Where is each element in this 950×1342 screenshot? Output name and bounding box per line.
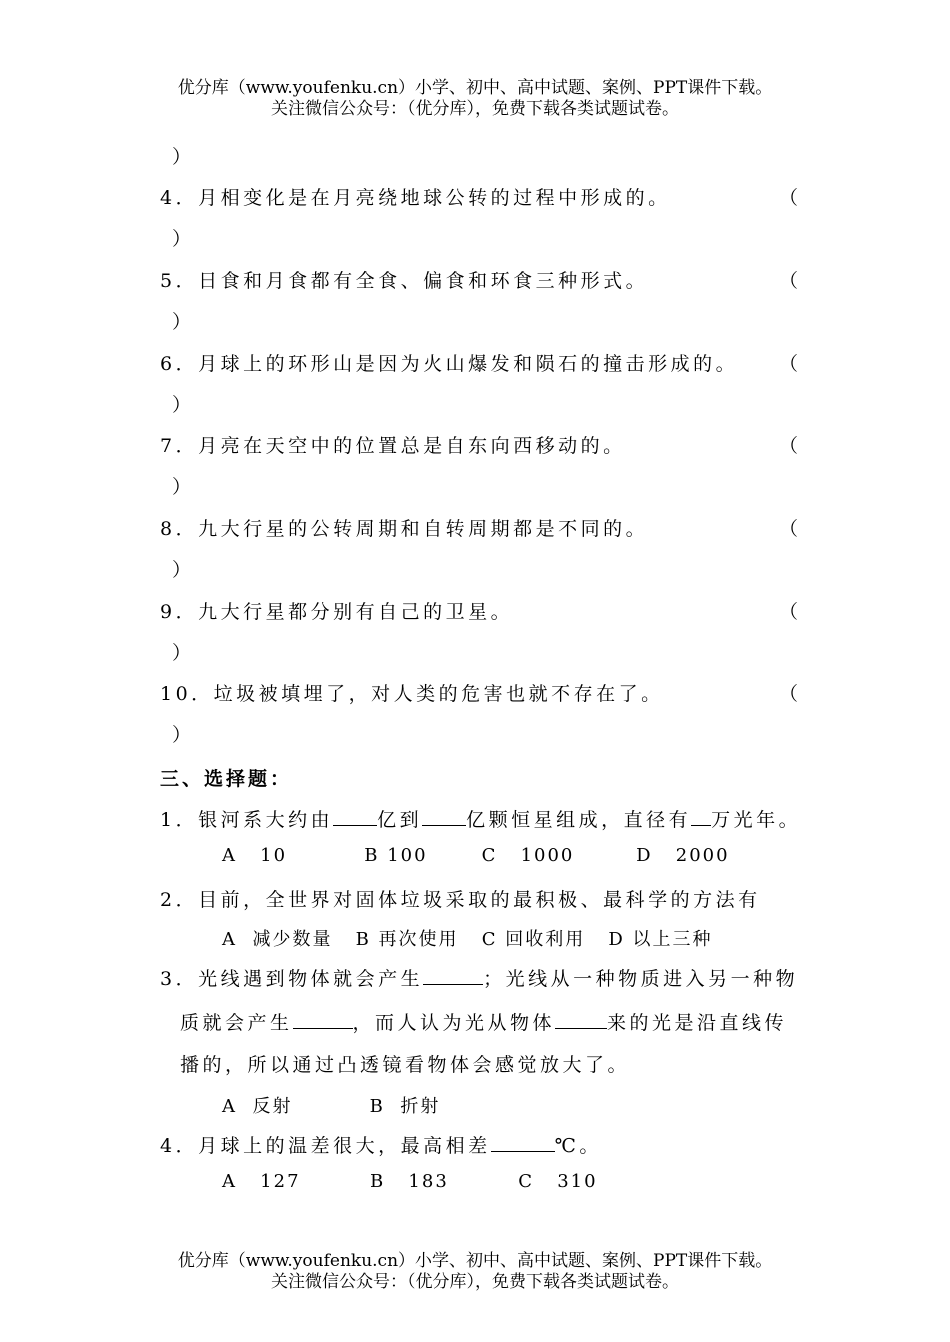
- answer-paren-open: （: [779, 353, 799, 375]
- q3-text-c: 质就会产生: [180, 1012, 293, 1034]
- q3-text-a: 3．光线遇到物体就会产生: [160, 968, 424, 990]
- q3-text-d: ，而人认为光从物体: [352, 1012, 556, 1034]
- q1-text-d: 万光年。: [711, 809, 802, 831]
- choice-question-4: [160, 1131, 602, 1158]
- q3-text-b: ；光线从一种物质进入另一种物: [483, 968, 799, 990]
- judge-item-4: 4．月相变化是在月亮绕地球公转的过程中形成的。: [160, 187, 671, 209]
- q1-text-b: 亿到: [377, 809, 423, 831]
- answer-paren-close: ）: [172, 228, 192, 250]
- judge-item-6: 6．月球上的环形山是因为火山爆发和陨石的撞击形成的。: [160, 353, 739, 375]
- answer-blank: [293, 1027, 353, 1029]
- q4-options: A 127 B 183 C 310: [222, 1171, 598, 1192]
- answer-paren-close: ）: [172, 394, 192, 416]
- footer-line-2: 关注微信公众号：（优分库），免费下载各类试题试卷。: [271, 1272, 679, 1292]
- q1-options: A 10 B 100 C 1000 D 2000: [222, 845, 730, 866]
- judge-item-7: 7．月亮在天空中的位置总是自东向西移动的。: [160, 435, 626, 457]
- answer-blank: [555, 1027, 607, 1029]
- answer-paren-close: ）: [172, 559, 192, 581]
- answer-paren-open: （: [779, 435, 799, 457]
- answer-paren-open: （: [779, 683, 799, 705]
- q3-line-2: [180, 1008, 787, 1035]
- q4-text-a: 4．月球上的温差很大，最高相差: [160, 1135, 491, 1157]
- q2-options: A 减少数量 B 再次使用 C 回收利用 D 以上三种: [222, 929, 713, 950]
- judge-item-5: 5．日食和月食都有全食、偏食和环食三种形式。: [160, 270, 649, 292]
- q1-text-c: 亿颗恒星组成，直径有: [466, 809, 692, 831]
- answer-paren-open: （: [779, 270, 799, 292]
- answer-blank: [333, 824, 377, 826]
- judge-item-10: 10．垃圾被填埋了，对人类的危害也就不存在了。: [160, 683, 664, 705]
- header-line-2: 关注微信公众号：（优分库），免费下载各类试题试卷。: [271, 99, 679, 119]
- closing-paren: ）: [172, 146, 192, 168]
- q3-line-3: 播的，所以通过凸透镜看物体会感觉放大了。: [180, 1054, 631, 1076]
- answer-blank: [422, 824, 466, 826]
- q4-text-b: ℃。: [554, 1135, 602, 1157]
- answer-paren-close: ）: [172, 476, 192, 498]
- judge-item-8: 8．九大行星的公转周期和自转周期都是不同的。: [160, 518, 649, 540]
- footer-line-1: 优分库（www.youfenku.cn）小学、初中、高中试题、案例、PPT课件下载。: [177, 1251, 773, 1271]
- answer-paren-close: ）: [172, 642, 192, 664]
- choice-question-3: [160, 964, 798, 991]
- answer-paren-open: （: [779, 187, 799, 209]
- choice-question-2: 2．目前，全世界对固体垃圾采取的最积极、最科学的方法有: [160, 889, 761, 911]
- q3-text-e: 来的光是沿直线传: [607, 1012, 788, 1034]
- judge-item-9: 9．九大行星都分别有自己的卫星。: [160, 601, 514, 623]
- answer-blank: [423, 983, 483, 985]
- choice-question-1: [160, 805, 801, 832]
- answer-paren-close: ）: [172, 311, 192, 333]
- answer-paren-open: （: [779, 601, 799, 623]
- header-line-1: 优分库（www.youfenku.cn）小学、初中、高中试题、案例、PPT课件下载。: [177, 78, 773, 98]
- answer-paren-close: ）: [172, 724, 192, 746]
- answer-paren-open: （: [779, 518, 799, 540]
- section-title: 三、选择题：: [160, 768, 293, 790]
- q1-text-a: 1．银河系大约由: [160, 809, 334, 831]
- q3-options: A 反射 B 折射: [222, 1096, 441, 1117]
- page-footer: [0, 1251, 950, 1293]
- page-header: [0, 78, 950, 120]
- answer-blank: [691, 824, 711, 826]
- answer-blank: [491, 1150, 555, 1152]
